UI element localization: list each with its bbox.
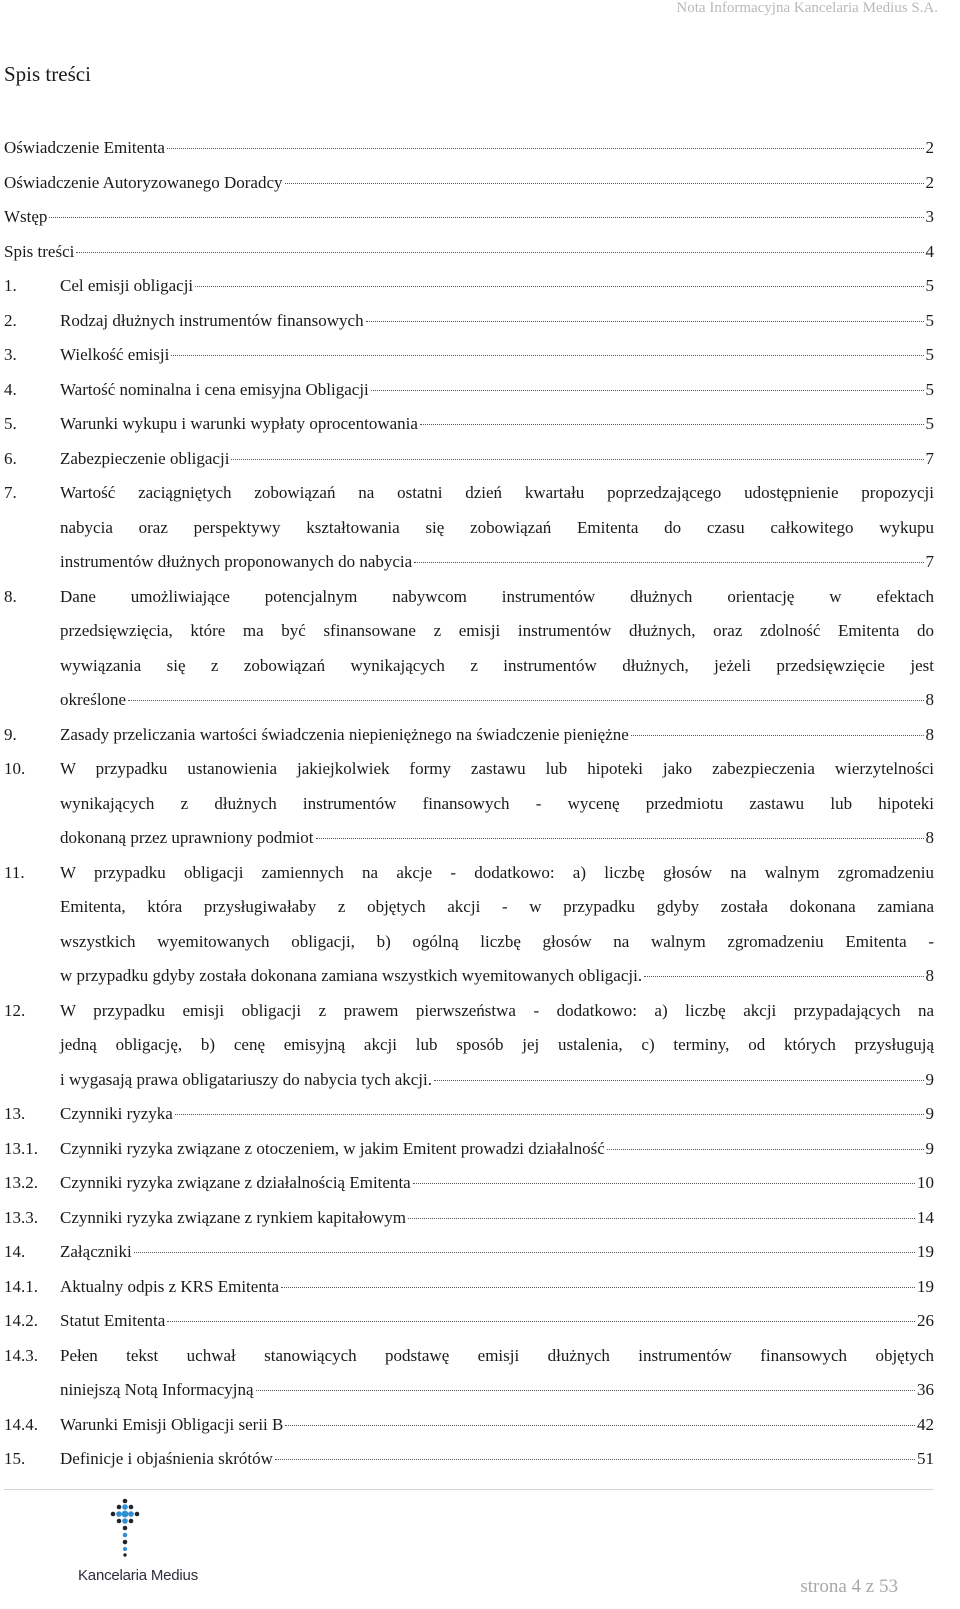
toc-entry-body bbox=[60, 476, 934, 580]
toc-entry-number: 5. bbox=[4, 414, 17, 433]
toc-entry[interactable] bbox=[4, 1339, 934, 1408]
toc-page-number: 5 bbox=[925, 310, 934, 330]
toc-entry[interactable] bbox=[4, 373, 934, 408]
toc-page-number: 5 bbox=[925, 414, 934, 433]
toc-page-number: 5 bbox=[925, 276, 934, 295]
toc-entry[interactable] bbox=[4, 338, 934, 373]
toc-entry-body bbox=[60, 1201, 934, 1236]
toc-line bbox=[60, 545, 934, 580]
toc-entry-text: przedsięwzięcia, które ma być sfinansowane z emisji instrumentów dłużnych, oraz zdolność Emitenta do bbox=[60, 621, 934, 640]
toc-line bbox=[60, 821, 934, 856]
toc-entry[interactable] bbox=[4, 442, 934, 477]
toc-entry-body bbox=[60, 580, 934, 718]
toc-page-number: 3 bbox=[925, 207, 934, 226]
toc-entry-body bbox=[60, 1408, 934, 1443]
toc-line bbox=[4, 200, 934, 235]
toc-entry-text: Definicje i objaśnienia skrótów bbox=[60, 1449, 273, 1468]
toc-entry-text: Wstęp bbox=[4, 207, 48, 226]
toc-entry-text: wszystkich wyemitowanych obligacji, b) ogólną liczbę głosów na walnym zgromadzeniu Emitenta - bbox=[60, 931, 934, 951]
toc-line bbox=[60, 959, 934, 994]
toc-entry-number: 6. bbox=[4, 448, 17, 468]
toc-entry-number: 13.1. bbox=[4, 1138, 38, 1158]
toc-leader-dots bbox=[408, 1217, 915, 1219]
toc-entry-text: Wielkość emisji bbox=[60, 345, 170, 364]
toc-entry-number: 12. bbox=[4, 1000, 26, 1020]
toc-page-number: 5 bbox=[925, 345, 934, 364]
toc-leader-dots bbox=[316, 837, 924, 839]
toc-line bbox=[60, 442, 934, 477]
running-header: Nota Informacyjna Kancelaria Medius S.A. bbox=[676, 0, 938, 16]
page-number: strona 4 z 53 bbox=[800, 1576, 898, 1597]
toc-entry-number: 1. bbox=[4, 276, 17, 295]
toc-entry[interactable] bbox=[4, 407, 934, 442]
toc-entry-text: instrumentów dłużnych proponowanych do nabycia bbox=[60, 552, 413, 571]
toc-entry[interactable] bbox=[4, 1097, 934, 1132]
toc-entry-text: Spis treści bbox=[4, 241, 75, 261]
toc-entry-text: Rodzaj dłużnych instrumentów finansowych bbox=[60, 310, 364, 330]
toc-entry-number: 9. bbox=[4, 724, 17, 744]
toc-page-number: 7 bbox=[925, 552, 934, 571]
toc-page-number: 5 bbox=[925, 379, 934, 399]
toc-entry[interactable] bbox=[4, 1166, 934, 1201]
toc-entry-text: w przypadku gdyby została dokonana zamiana wszystkich wyemitowanych obligacji. bbox=[60, 966, 643, 985]
toc-entry-number: 10. bbox=[4, 759, 26, 778]
toc-line bbox=[60, 1201, 934, 1236]
toc-entry-text: Załączniki bbox=[60, 1242, 132, 1261]
toc-leader-dots bbox=[434, 1079, 924, 1081]
toc-entry-body bbox=[60, 1304, 934, 1339]
toc-entry-text: Czynniki ryzyka związane z rynkiem kapitałowym bbox=[60, 1207, 407, 1227]
toc-line bbox=[60, 1132, 934, 1167]
table-of-contents bbox=[4, 131, 934, 1477]
toc-page-number: 36 bbox=[917, 1380, 934, 1399]
toc-entry-number: 14.1. bbox=[4, 1276, 38, 1296]
toc-entry[interactable] bbox=[4, 1442, 934, 1477]
toc-leader-dots bbox=[167, 1320, 915, 1322]
toc-leader-dots bbox=[76, 251, 923, 253]
toc-page-number: 9 bbox=[925, 1104, 934, 1123]
toc-entry-body bbox=[60, 338, 934, 373]
toc-entry-text: Oświadczenie Emitenta bbox=[4, 138, 165, 157]
toc-entry-number: 8. bbox=[4, 586, 17, 606]
toc-entry[interactable] bbox=[4, 235, 934, 270]
toc-leader-dots bbox=[231, 458, 923, 460]
toc-leader-dots bbox=[285, 182, 924, 184]
toc-entry-text: W przypadku ustanowienia jakiejkolwiek formy zastawu lub hipoteki jako zabezpieczenia wierzytelności bbox=[60, 759, 934, 778]
toc-line bbox=[60, 407, 934, 442]
toc-line bbox=[60, 338, 934, 373]
toc-entry-text: Pełen tekst uchwał stanowiących podstawę emisji dłużnych instrumentów finansowych objętych bbox=[60, 1345, 934, 1365]
toc-entry-text: Aktualny odpis z KRS Emitenta bbox=[60, 1276, 280, 1296]
toc-entry-text: Warunki Emisji Obligacji serii B bbox=[60, 1414, 284, 1434]
toc-entry-text: wywiązania się z zobowiązań wynikających z instrumentów dłużnych, jeżeli przedsięwzięcie jest bbox=[60, 655, 934, 675]
toc-page-number: 8 bbox=[925, 828, 934, 847]
toc-entry-text: W przypadku emisji obligacji z prawem pierwszeństwa - dodatkowo: a) liczbę akcji przypadających na bbox=[60, 1000, 934, 1020]
toc-entry-body bbox=[60, 1132, 934, 1167]
toc-line bbox=[60, 1373, 934, 1408]
toc-entry-number: 13.2. bbox=[4, 1173, 38, 1192]
toc-line bbox=[60, 373, 934, 408]
toc-entry[interactable] bbox=[4, 718, 934, 753]
toc-entry-number: 4. bbox=[4, 379, 17, 399]
toc-entry[interactable] bbox=[4, 1201, 934, 1236]
toc-entry[interactable] bbox=[4, 752, 934, 856]
toc-entry-number: 14.4. bbox=[4, 1414, 38, 1434]
toc-entry-number: 2. bbox=[4, 310, 17, 330]
toc-entry-text: Dane umożliwiające potencjalnym nabywcom instrumentów dłużnych orientację w efektach bbox=[60, 586, 934, 606]
toc-line bbox=[60, 269, 934, 304]
toc-leader-dots bbox=[281, 1286, 915, 1288]
toc-entry-text: Zabezpieczenie obligacji bbox=[60, 448, 230, 468]
toc-line bbox=[60, 1442, 934, 1477]
toc-entry[interactable] bbox=[4, 1235, 934, 1270]
toc-entry-number: 15. bbox=[4, 1449, 26, 1468]
toc-entry-number: 13. bbox=[4, 1104, 26, 1123]
toc-page-number: 9 bbox=[925, 1069, 934, 1089]
toc-entry[interactable] bbox=[4, 304, 934, 339]
toc-page-number: 14 bbox=[917, 1207, 934, 1227]
toc-entry-text: Wartość nominalna i cena emisyjna Obligacji bbox=[60, 379, 369, 399]
toc-entry[interactable] bbox=[4, 856, 934, 994]
toc-entry-number: 14.3. bbox=[4, 1345, 38, 1365]
toc-entry-body bbox=[60, 442, 934, 477]
toc-entry-number: 14. bbox=[4, 1242, 26, 1261]
toc-entry-text: i wygasają prawa obligatariuszy do nabycia tych akcji. bbox=[60, 1069, 432, 1089]
toc-entry-body bbox=[60, 1339, 934, 1408]
toc-leader-dots bbox=[128, 699, 923, 701]
toc-entry-body bbox=[60, 407, 934, 442]
toc-line bbox=[60, 1235, 934, 1270]
toc-leader-dots bbox=[285, 1424, 915, 1426]
toc-entry-body bbox=[60, 304, 934, 339]
toc-line bbox=[4, 131, 934, 166]
toc-line bbox=[60, 683, 934, 718]
toc-leader-dots bbox=[275, 1458, 915, 1460]
toc-entry-text: jedną obligację, b) cenę emisyjną akcji lub sposób jej ustalenia, c) terminy, od których przysługują bbox=[60, 1035, 934, 1054]
toc-leader-dots bbox=[413, 1182, 915, 1184]
toc-page-number: 4 bbox=[925, 241, 934, 261]
toc-entry-body bbox=[60, 752, 934, 856]
toc-entry[interactable] bbox=[4, 131, 934, 166]
toc-entry-body bbox=[60, 994, 934, 1098]
toc-entry[interactable] bbox=[4, 580, 934, 718]
toc-entry-text: Czynniki ryzyka związane z działalnością Emitenta bbox=[60, 1173, 411, 1192]
toc-leader-dots bbox=[195, 285, 923, 287]
toc-line bbox=[4, 235, 934, 270]
toc-page-number: 51 bbox=[917, 1449, 934, 1468]
toc-line bbox=[60, 1097, 934, 1132]
page-title: Spis treści bbox=[4, 62, 91, 86]
toc-entry-body bbox=[60, 1166, 934, 1201]
toc-entry[interactable] bbox=[4, 200, 934, 235]
toc-leader-dots bbox=[366, 320, 924, 322]
toc-leader-dots bbox=[414, 561, 923, 563]
toc-entry-body bbox=[60, 1442, 934, 1477]
toc-page-number: 8 bbox=[925, 966, 934, 985]
toc-entry-number: 11. bbox=[4, 862, 25, 882]
toc-page-number: 7 bbox=[925, 448, 934, 468]
toc-line bbox=[60, 1166, 934, 1201]
toc-leader-dots bbox=[607, 1148, 924, 1150]
toc-entry[interactable] bbox=[4, 1304, 934, 1339]
toc-line bbox=[60, 304, 934, 339]
toc-entry-text: Statut Emitenta bbox=[60, 1311, 166, 1330]
toc-page-number: 26 bbox=[917, 1311, 934, 1330]
toc-entry-body bbox=[60, 269, 934, 304]
toc-entry-text: Czynniki ryzyka związane z otoczeniem, w jakim Emitent prowadzi działalność bbox=[60, 1138, 605, 1158]
toc-leader-dots bbox=[175, 1113, 924, 1115]
toc-entry-number: 14.2. bbox=[4, 1311, 38, 1330]
toc-leader-dots bbox=[134, 1251, 915, 1253]
toc-line bbox=[60, 1408, 934, 1443]
toc-entry[interactable] bbox=[4, 1132, 934, 1167]
toc-line bbox=[4, 166, 934, 201]
toc-entry-text: określone bbox=[60, 690, 127, 709]
toc-entry[interactable] bbox=[4, 166, 934, 201]
toc-entry[interactable] bbox=[4, 1408, 934, 1443]
toc-entry-text: Warunki wykupu i warunki wypłaty oprocentowania bbox=[60, 414, 418, 433]
toc-page-number: 2 bbox=[925, 172, 934, 192]
toc-leader-dots bbox=[644, 975, 923, 977]
company-logo-icon bbox=[75, 1497, 165, 1567]
toc-leader-dots bbox=[49, 216, 923, 218]
toc-leader-dots bbox=[420, 423, 924, 425]
toc-line bbox=[60, 1063, 934, 1098]
toc-entry-text: Emitenta, która przysługiwałaby z objętych akcji - w przypadku gdyby została dokonana zamiana bbox=[60, 897, 934, 916]
toc-page-number: 42 bbox=[917, 1414, 934, 1434]
toc-entry-body bbox=[60, 856, 934, 994]
toc-page-number: 19 bbox=[917, 1242, 934, 1261]
toc-line bbox=[60, 718, 934, 753]
toc-leader-dots bbox=[631, 734, 924, 736]
toc-entry-text: nabycia oraz perspektywy kształtowania się zobowiązań Emitenta do czasu całkowitego wykupu bbox=[60, 517, 934, 537]
toc-entry-body bbox=[60, 1097, 934, 1132]
toc-page-number: 10 bbox=[917, 1173, 934, 1192]
toc-entry-text: niniejszą Notą Informacyjną bbox=[60, 1380, 254, 1399]
toc-leader-dots bbox=[371, 389, 924, 391]
toc-entry-body bbox=[60, 1235, 934, 1270]
toc-entry-text: Oświadczenie Autoryzowanego Doradcy bbox=[4, 172, 283, 192]
toc-entry-number: 13.3. bbox=[4, 1207, 38, 1227]
toc-page-number: 9 bbox=[925, 1138, 934, 1158]
toc-line bbox=[60, 1270, 934, 1305]
toc-entry[interactable] bbox=[4, 1270, 934, 1305]
toc-entry-text: wynikających z dłużnych instrumentów finansowych - wycenę przedmiotu zastawu lub hipoteki bbox=[60, 793, 934, 813]
toc-entry-body bbox=[60, 373, 934, 408]
logo-text: Kancelaria Medius bbox=[78, 1567, 198, 1584]
toc-page-number: 19 bbox=[917, 1276, 934, 1296]
toc-line bbox=[60, 1304, 934, 1339]
toc-leader-dots bbox=[171, 354, 923, 356]
toc-entry[interactable] bbox=[4, 994, 934, 1098]
footer-divider bbox=[4, 1489, 934, 1490]
toc-entry[interactable] bbox=[4, 476, 934, 580]
toc-page-number: 8 bbox=[925, 724, 934, 744]
toc-entry-number: 3. bbox=[4, 345, 17, 364]
toc-page-number: 8 bbox=[925, 690, 934, 709]
toc-leader-dots bbox=[256, 1389, 915, 1391]
toc-entry-body bbox=[60, 718, 934, 753]
toc-entry-text: Czynniki ryzyka bbox=[60, 1104, 173, 1123]
toc-leader-dots bbox=[167, 147, 924, 149]
toc-entry-text: W przypadku obligacji zamiennych na akcje - dodatkowo: a) liczbę głosów na walnym zgromadzeniu bbox=[60, 862, 934, 882]
toc-entry-number: 7. bbox=[4, 483, 17, 502]
toc-entry-text: Zasady przeliczania wartości świadczenia niepieniężnego na świadczenie pieniężne bbox=[60, 724, 629, 744]
toc-entry-text: Cel emisji obligacji bbox=[60, 276, 194, 295]
toc-entry-text: dokonaną przez uprawniony podmiot bbox=[60, 828, 314, 847]
toc-entry-text: Wartość zaciągniętych zobowiązań na ostatni dzień kwartału poprzedzającego udostępnienie propozycji bbox=[60, 483, 934, 502]
toc-page-number: 2 bbox=[925, 138, 934, 157]
toc-entry-body bbox=[60, 1270, 934, 1305]
toc-entry[interactable] bbox=[4, 269, 934, 304]
